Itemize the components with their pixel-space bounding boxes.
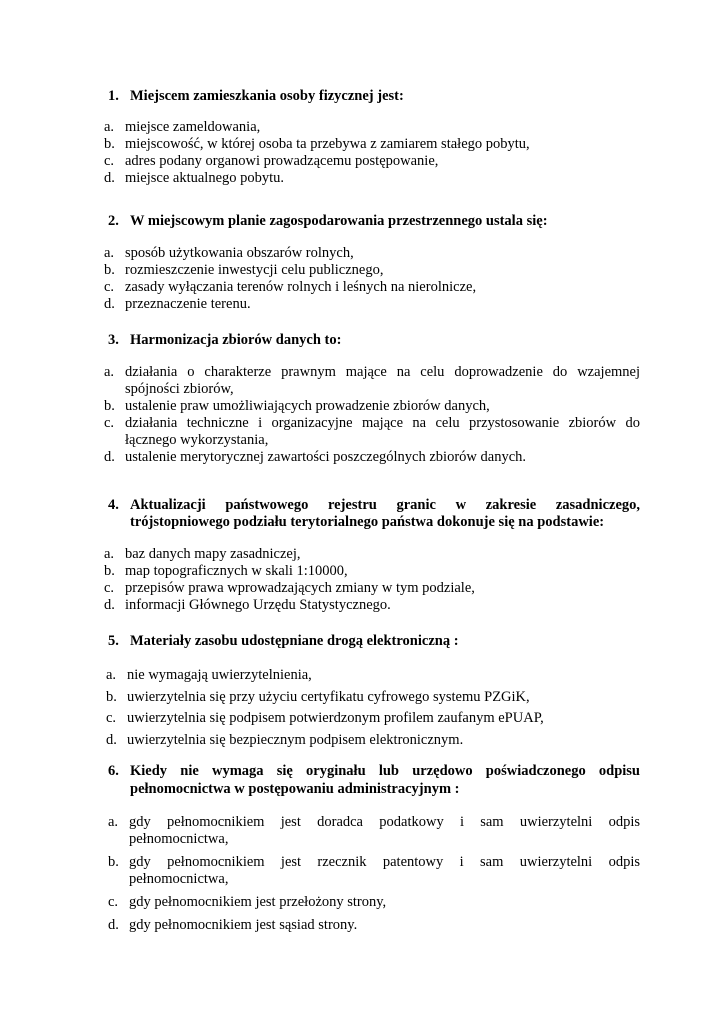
answer-text: adres podany organowi prowadzącemu postępowanie, xyxy=(125,153,439,169)
answer-letter: a. xyxy=(106,667,117,683)
answer-text: ustalenie praw umożliwiających prowadzenie zbiorów danych, xyxy=(125,398,490,414)
question-number: 2. xyxy=(108,213,119,229)
answer-letter: c. xyxy=(106,710,117,726)
answer-b xyxy=(104,563,640,580)
answer-c xyxy=(104,279,640,296)
answer-list xyxy=(106,665,640,751)
answer-text: uwierzytelnia się bezpiecznym podpisem elektronicznym. xyxy=(127,731,464,748)
question-number: 4. xyxy=(108,497,119,513)
question-4 xyxy=(104,497,640,614)
question-text: Harmonizacja zbiorów danych to: xyxy=(130,332,342,348)
answer-c xyxy=(104,153,640,170)
answer-text: przepisów prawa wprowadzających zmiany w tym podziale, xyxy=(125,580,475,596)
question-3 xyxy=(104,332,640,466)
answer-list xyxy=(108,814,640,934)
answer-letter: b. xyxy=(106,688,117,705)
answer-text: sposób użytkowania obszarów rolnych, xyxy=(125,245,354,261)
answer-letter: b. xyxy=(104,398,115,414)
question-text: W miejscowym planie zagospodarowania przestrzennego ustala się: xyxy=(130,213,548,229)
answer-a xyxy=(104,546,640,563)
answer-c xyxy=(106,708,640,730)
answer-text: działania techniczne i organizacyjne mające na celu przystosowanie zbiorów do łącznego wykorzystania, xyxy=(125,415,640,448)
question-text: Materiały zasobu udostępniane drogą elektroniczną : xyxy=(130,633,459,649)
question-6 xyxy=(108,762,640,940)
question-text: Kiedy nie wymaga się oryginału lub urzędowo poświadczonego odpisu pełnomocnictwa w postępowaniu administracyjnym : xyxy=(130,763,640,797)
question-5 xyxy=(108,633,640,751)
answer-letter: b. xyxy=(104,136,115,152)
answer-a xyxy=(108,814,640,848)
answer-a xyxy=(104,119,640,136)
answer-text: informacji Głównego Urzędu Statystycznego. xyxy=(125,597,391,613)
answer-letter: d. xyxy=(104,449,115,465)
question-heading xyxy=(108,497,640,531)
answer-letter: c. xyxy=(108,894,119,910)
answer-letter: c. xyxy=(104,580,115,596)
answer-text: gdy pełnomocnikiem jest rzecznik patentowy i sam uwierzytelni odpis pełnomocnictwa, xyxy=(129,854,640,887)
answer-text: gdy pełnomocnikiem jest doradca podatkowy i sam uwierzytelni odpis pełnomocnictwa, xyxy=(129,814,640,847)
answer-text: miejsce zameldowania, xyxy=(125,119,261,135)
question-text: Miejscem zamieszkania osoby fizycznej jest: xyxy=(130,88,404,104)
answer-letter: c. xyxy=(104,415,115,431)
answer-letter: a. xyxy=(104,245,115,261)
answer-text: działania o charakterze prawnym mające na celu doprowadzenie do wzajemnej spójności zbiorów, xyxy=(125,364,640,397)
answer-text: rozmieszczenie inwestycji celu publicznego, xyxy=(125,262,384,278)
answer-text: miejsce aktualnego pobytu. xyxy=(125,170,285,186)
answer-text: gdy pełnomocnikiem jest sąsiad strony. xyxy=(129,917,358,933)
question-2 xyxy=(104,213,640,313)
question-number: 6. xyxy=(108,763,119,779)
answer-text: ustalenie merytorycznej zawartości poszczególnych zbiorów danych. xyxy=(125,449,527,465)
question-1 xyxy=(104,88,640,187)
answer-list xyxy=(104,546,640,614)
answer-b xyxy=(104,136,640,153)
answer-a xyxy=(106,665,640,687)
answer-text: uwierzytelnia się podpisem potwierdzonym profilem zaufanym ePUAP, xyxy=(127,710,544,726)
answer-letter: a. xyxy=(104,364,115,380)
answer-text: gdy pełnomocnikiem jest przełożony strony, xyxy=(129,894,387,910)
answer-list xyxy=(104,364,640,466)
answer-letter: c. xyxy=(104,279,115,295)
answer-letter: a. xyxy=(108,814,119,830)
answer-d xyxy=(108,917,640,934)
answer-a xyxy=(104,364,640,398)
answer-letter: a. xyxy=(104,546,115,562)
question-heading xyxy=(108,762,640,798)
answer-text: uwierzytelnia się przy użyciu certyfikatu cyfrowego systemu PZGiK, xyxy=(127,688,530,705)
answer-letter: b. xyxy=(104,262,115,278)
answer-d xyxy=(104,449,640,466)
answer-text: zasady wyłączania terenów rolnych i leśnych na nierolnicze, xyxy=(125,279,477,295)
question-heading xyxy=(108,332,640,349)
answer-b xyxy=(106,687,640,709)
answer-text: baz danych mapy zasadniczej, xyxy=(125,546,301,562)
question-heading xyxy=(108,633,640,650)
answer-d xyxy=(104,597,640,614)
answer-letter: d. xyxy=(104,296,115,312)
question-number: 1. xyxy=(108,88,119,104)
answer-d xyxy=(104,296,640,313)
answer-b xyxy=(104,398,640,415)
answer-text: map topograficznych w skali 1:10000, xyxy=(125,563,348,579)
question-heading xyxy=(108,88,640,105)
answer-d xyxy=(104,170,640,187)
answer-c xyxy=(104,415,640,449)
answer-letter: b. xyxy=(104,563,115,579)
answer-c xyxy=(104,580,640,597)
answer-letter: d. xyxy=(106,731,117,748)
answer-letter: d. xyxy=(104,170,115,186)
answer-text: nie wymagają uwierzytelnienia, xyxy=(127,667,312,683)
answer-letter: d. xyxy=(104,597,115,613)
answer-list xyxy=(104,119,640,187)
question-number: 5. xyxy=(108,633,119,649)
answer-letter: d. xyxy=(108,917,119,933)
answer-text: przeznaczenie terenu. xyxy=(125,296,251,312)
answer-b xyxy=(104,262,640,279)
question-number: 3. xyxy=(108,332,119,348)
answer-letter: b. xyxy=(108,854,119,870)
question-heading xyxy=(108,213,640,230)
answer-d xyxy=(106,730,640,752)
question-text: Aktualizacji państwowego rejestru granic w zakresie zasadniczego, trójstopniowego podziału terytorialnego państwa dokonuje się na podstawie: xyxy=(130,497,640,530)
answer-letter: a. xyxy=(104,119,115,135)
answer-a xyxy=(104,245,640,262)
answer-text: miejscowość, w której osoba ta przebywa z zamiarem stałego pobytu, xyxy=(125,136,530,152)
answer-letter: c. xyxy=(104,153,115,169)
answer-b xyxy=(108,854,640,888)
answer-c xyxy=(108,894,640,911)
answer-list xyxy=(104,245,640,313)
